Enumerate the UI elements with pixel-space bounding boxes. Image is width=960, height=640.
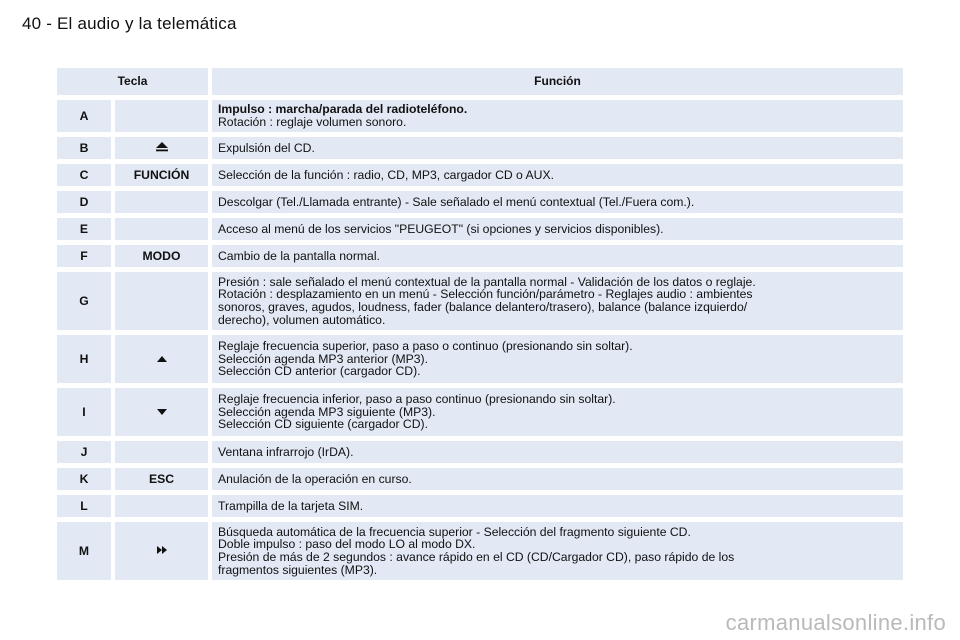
function-description [208,495,903,517]
button-label: ESC [111,468,208,490]
function-line: Ventana infrarrojo (IrDA). [218,444,354,459]
button-symbol [111,137,208,159]
key-function-table [57,63,903,585]
table-row [57,164,903,186]
function-description [208,522,903,580]
function-description [208,245,903,267]
function-description [208,100,903,132]
function-line: Presión : sale señalado el menú contextual de la pantalla normal - Validación de los datos o reglaje. [218,274,756,289]
function-description [208,441,903,463]
watermark: carmanualsonline.info [725,610,946,635]
button-label [111,272,208,330]
table-row [57,100,903,132]
button-symbol [111,335,208,383]
function-line: Selección agenda MP3 anterior (MP3). [218,351,429,366]
function-description [208,218,903,240]
function-line: Reglaje frecuencia inferior, paso a paso continuo (presionando sin soltar). [218,392,616,407]
function-line: Selección CD siguiente (cargador CD). [218,417,428,432]
button-symbol [111,522,208,580]
key-letter: E [57,218,111,240]
key-letter: K [57,468,111,490]
button-symbol [111,388,208,436]
function-description [208,191,903,213]
function-line: Acceso al menú de los servicios "PEUGEOT" (si opciones y servicios disponibles). [218,221,664,236]
table-row [57,388,903,436]
function-line: derecho), volumen automático. [218,312,386,327]
eject-icon [154,141,170,155]
function-line: sonoros, graves, agudos, loudness, fader (balance delantero/trasero), balance (balance izquierdo/ [218,300,748,314]
key-letter: J [57,441,111,463]
function-line: Impulso : marcha/parada del radioteléfono. [218,102,468,117]
function-line: Expulsión del CD. [218,140,315,155]
arrow-down-icon [156,406,168,419]
arrow-up-icon [156,353,168,366]
key-letter: I [57,388,111,436]
key-letter: A [57,100,111,132]
button-label: MODO [111,245,208,267]
key-letter: H [57,335,111,383]
key-letter: L [57,495,111,517]
table-header-row [57,68,903,95]
function-line: Selección CD anterior (cargador CD). [218,364,421,379]
button-label: FUNCIÓN [111,164,208,186]
button-label [111,495,208,517]
column-header-function: Función [208,68,903,95]
table-row [57,495,903,517]
key-letter: M [57,522,111,580]
table-row [57,522,903,580]
function-description [208,468,903,490]
function-line: Selección agenda MP3 siguiente (MP3). [218,404,436,419]
function-description [208,272,903,330]
function-description [208,388,903,436]
fast-forward-icon [156,545,168,558]
table-row [57,191,903,213]
button-label [111,191,208,213]
function-line: Rotación : desplazamiento en un menú - Selección función/parámetro - Reglajes audio : ambientes [218,287,753,302]
key-letter: C [57,164,111,186]
key-letter: G [57,272,111,330]
function-line: Anulación de la operación en curso. [218,471,412,486]
function-description [208,335,903,383]
button-label [111,100,208,132]
key-letter: B [57,137,111,159]
table-row [57,245,903,267]
table-row [57,335,903,383]
table-body [57,100,903,580]
button-label [111,441,208,463]
function-line: Reglaje frecuencia superior, paso a paso o continuo (presionando sin soltar). [218,339,633,354]
table-row [57,272,903,330]
function-line: Trampilla de la tarjeta SIM. [218,498,364,513]
function-description [208,164,903,186]
key-letter: D [57,191,111,213]
table-row [57,218,903,240]
table-row [57,137,903,159]
page-title: 40 - El audio y la telemática [22,14,237,33]
button-label [111,218,208,240]
function-line: Presión de más de 2 segundos : avance rápido en el CD (CD/Cargador CD), paso rápido de los [218,550,735,564]
function-line: Doble impulso : paso del modo LO al modo DX. [218,537,476,552]
function-line: Cambio de la pantalla normal. [218,248,380,263]
function-line: Búsqueda automática de la frecuencia superior - Selección del fragmento siguiente CD. [218,524,691,539]
function-description [208,137,903,159]
table-row [57,441,903,463]
key-letter: F [57,245,111,267]
function-line: Selección de la función : radio, CD, MP3, cargador CD o AUX. [218,167,554,182]
function-line: Descolgar (Tel./Llamada entrante) - Sale señalado el menú contextual (Tel./Fuera com.). [218,194,695,209]
function-line: Rotación : reglaje volumen sonoro. [218,115,407,129]
column-header-key: Tecla [57,68,208,95]
function-line: fragmentos siguientes (MP3). [218,562,378,577]
table-row [57,468,903,490]
